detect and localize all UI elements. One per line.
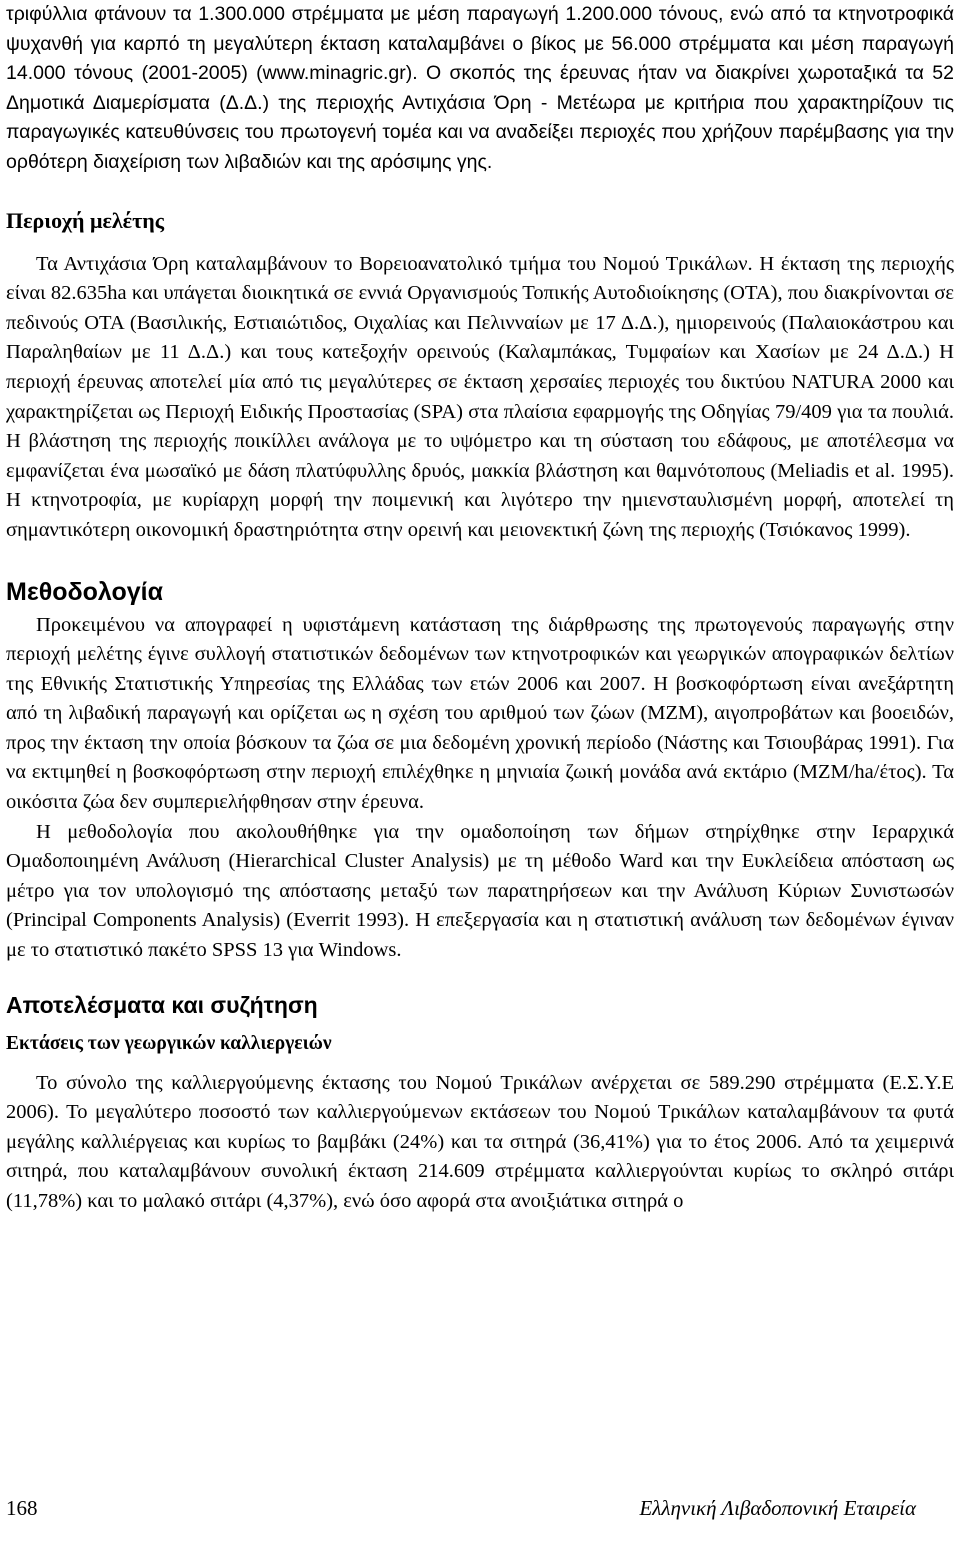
heading-study-area: Περιοχή μελέτης [6,207,164,233]
journal-name: Ελληνική Λιβαδοπονική Εταιρεία [639,1496,916,1520]
page-footer [6,1496,916,1528]
methodology-paragraph-2: Η μεθοδολογία που ακολουθήθηκε για την ομαδοποίηση των δήμων στηρίχθηκε στην Ιεραρχικά Ομαδοποιημένη Ανάλυση (Hierarchical Cluster Analysis) με τη μέθοδο Ward και την Ευκλείδεια απόσταση ως μέτρο για τον υπολογισμό της απόστασης μεταξύ των παρατηρήσεων και την Ανάλυση Κύριων Συνιστωσών (Principal Components Analysis) (Everrit 1993). Η επεξεργασία και η στατιστική ανάλυση των δεδομένων έγιναν με το στατιστικό πακέτο SPSS 13 για Windows. [6,820,954,962]
heading-results: Αποτελέσματα και συζήτηση [6,991,318,1018]
page-number: 168 [6,1496,38,1520]
document-page [6,0,954,1217]
heading-crop-areas: Εκτάσεις των γεωργικών καλλιεργειών [6,1032,332,1054]
results-paragraph-1: Το σύνολο της καλλιεργούμενης έκτασης του Νομού Τρικάλων ανέρχεται σε 589.290 στρέμματα (Ε.Σ.Υ.Ε 2006). Το μεγαλύτερο ποσοστό των καλλιεργούμενων εκτάσεων του Νομού Τρικάλων καταλαμβάνουν τα φυτά μεγάλης καλλιέργειας και κυρίως το βαμβάκι (24%) και τα σιτηρά (36,41%) για το έτος 2006. Από τα χειμερινά σιτηρά, που καταλαμβάνουν συνολική έκταση 214.609 στρέμματα καλλιεργούνται κυρίως το σκληρό σιτάρι (11,78%) και το μαλακό σιτάρι (4,37%), ενώ όσο αφορά στα ανοιξιάτικα σιτηρά ο [6,1071,954,1212]
heading-methodology: Μεθοδολογία [6,577,163,606]
study-area-paragraph: Τα Αντιχάσια Όρη καταλαμβάνουν το Βορειοανατολικό τμήμα του Νομού Τρικάλων. Η έκταση της περιοχής είναι 82.635ha και υπάγεται διοικητικά σε εννιά Οργανισμούς Τοπικής Αυτοδιοίκησης (ΟΤΑ), που διακρίνονται σε πεδινούς ΟΤΑ (Βασιλικής, Εστιαιώτιδος, Οιχαλίας και Πελινναίων με 17 Δ.Δ.), ημιορεινούς (Παλαιοκάστρου και Παραληθαίων με 11 Δ.Δ.) και τους κατεξοχήν ορεινούς (Καλαμπάκας, Τυμφαίων και Χασίων με 24 Δ.Δ.) Η περιοχή έρευνας αποτελεί μία από τις μεγαλύτερες σε έκταση χερσαίες περιοχές του δικτύου NATURA 2000 και χαρακτηρίζεται ως Περιοχή Ειδικής Προστασίας (SPA) στα πλαίσια εφαρμογής της Οδηγίας 79/409 για τα πουλιά. Η βλάστηση της περιοχής ποικίλλει ανάλογα με το υψόμετρο και τη σύσταση του εδάφους, με αποτέλεσμα να εμφανίζεται ένα μωσαϊκό με δάση πλατύφυλλης δρυός, μακκία βλάστηση και θαμνότοπους (Meliadis et al. 1995). Η κτηνοτροφία, με κυρίαρχη μορφή την ποιμενική και λιγότερο την ημιενσταυλισμένη μορφή, αποτελεί τη σημαντικότερη οικονομική δραστηριότητα στην ορεινή και μειονεκτική ζώνη της περιοχής (Τσιόκανος 1999). [6,252,954,541]
methodology-paragraph-1: Προκειμένου να απογραφεί η υφιστάμενη κατάσταση της διάρθρωσης της πρωτογενούς παραγωγής στην περιοχή μελέτης έγινε συλλογή στατιστικών δεδομένων των κτηνοτροφικών και γεωργικών απογραφικών δελτίων της Εθνικής Στατιστικής Υπηρεσίας της Ελλάδας των ετών 2006 και 2007. Η βοσκοφόρτωση είναι ανεξάρτητη από τη λιβαδική παραγωγή και ορίζεται ως η σχέση του αριθμού των ζώων (ΜΖΜ), αιγοπροβάτων και βοοειδών, προς την έκταση την οποία βόσκουν τα ζώα σε μια δεδομένη χρονική περίοδο (Νάστης και Τσιουβάρας 1991). Για να εκτιμηθεί η βοσκοφόρτωση στην περιοχή επιλέχθηκε η μηνιαία ζωική μονάδα ανά εκτάριο (ΜΖΜ/ha/έτος). Τα οικόσιτα ζώα δεν συμπεριελήφθησαν στην έρευνα. [6,613,954,814]
intro-paragraph: τριφύλλια φτάνουν τα 1.300.000 στρέμματα με μέση παραγωγή 1.200.000 τόνους, ενώ από τα κτηνοτροφικά ψυχανθή για καρπό τη μεγαλύτερη έκταση καταλαμβάνει ο βίκος με 56.000 στρέμματα και μέση παραγωγή 14.000 τόνους (2001-2005) (www.minagric.gr). Ο σκοπός της έρευνας ήταν να διακρίνει χωροταξικά τα 52 Δημοτικά Διαμερίσματα (Δ.Δ.) της περιοχής Αντιχάσια Όρη - Μετέωρα με κριτήρια που χαρακτηρίζουν τις παραγωγικές κατευθύνσεις του πρωτογενή τομέα και να αναδείξει περιοχές που χρήζουν παρέμβασης για την ορθότερη διαχείριση των λιβαδιών και της αρόσιμης γης. [6,3,954,173]
